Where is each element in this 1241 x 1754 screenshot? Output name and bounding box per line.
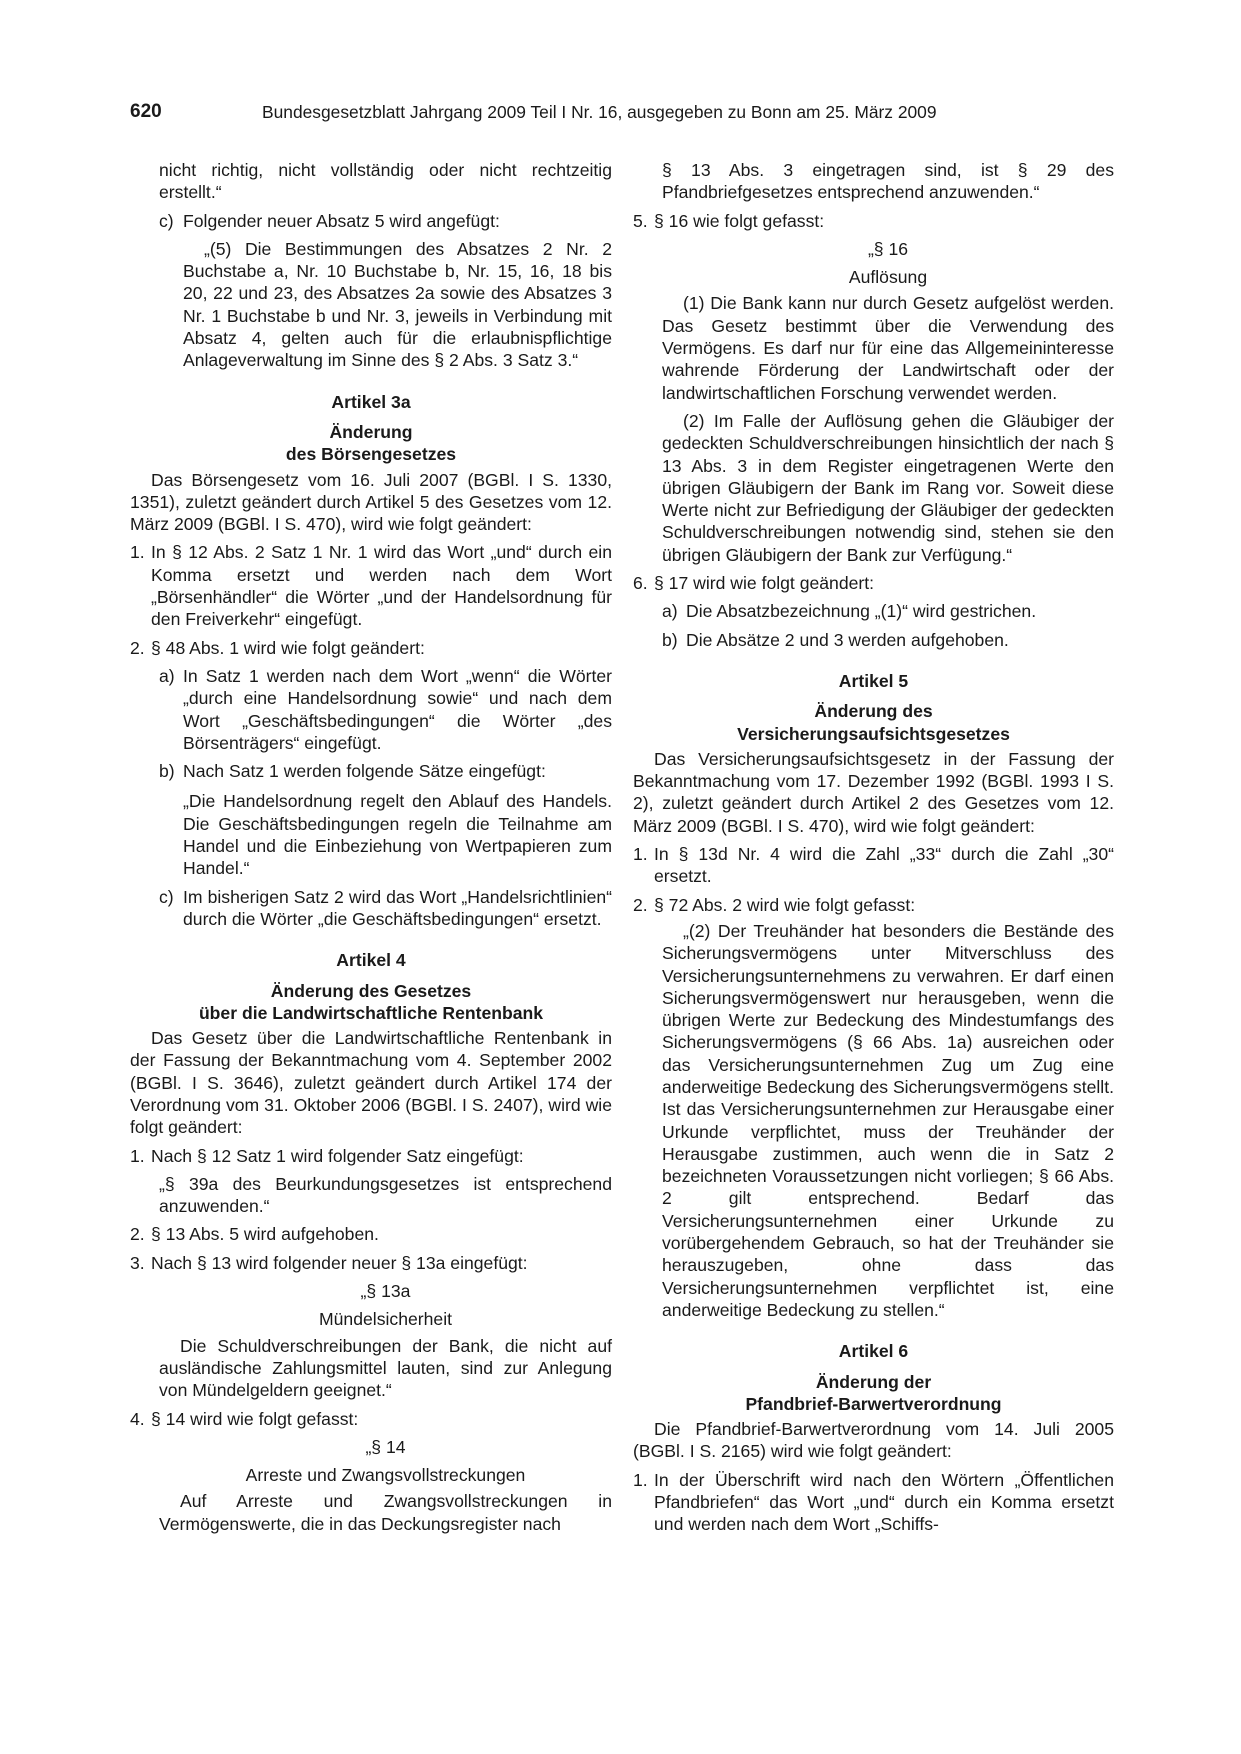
item-text: In § 13d Nr. 4 wird die Zahl „33“ durch die Zahl „30“ ersetzt. bbox=[654, 844, 1114, 887]
item-text: In § 12 Abs. 2 Satz 1 Nr. 1 wird das Wort „und“ durch ein Komma ersetzt und werden nach dem Wort „Börsenhändler“ die Wörter „und der Handelsordnung für den Freiverkehr“ eingefügt. bbox=[151, 542, 612, 630]
article-number: Artikel 5 bbox=[838, 670, 909, 691]
sub-item bbox=[633, 629, 1114, 651]
item-label: b) bbox=[159, 761, 175, 782]
article-number: Artikel 3a bbox=[331, 391, 411, 412]
continued-paragraph: nicht richtig, nicht vollständig oder nicht rechtzeitig erstellt.“ bbox=[159, 160, 612, 203]
sub-item bbox=[130, 886, 612, 931]
sub-item bbox=[130, 760, 612, 782]
quoted-paragraph: „§ 39a des Beurkundungsgesetzes ist entsprechend anzuwenden.“ bbox=[159, 1173, 612, 1217]
item-label: 6. bbox=[633, 573, 648, 594]
list-item bbox=[130, 1408, 612, 1430]
item-label: 1. bbox=[633, 844, 648, 865]
item-label: 2. bbox=[130, 637, 145, 658]
item-text: In der Überschrift wird nach den Wörtern „Öffentlichen Pfandbriefen“ das Wort „und“ durch ein Komma ersetzt und werden nach dem Wort „Schiffs- bbox=[654, 1469, 1114, 1535]
article-number: Artikel 6 bbox=[838, 1341, 909, 1362]
list-item bbox=[633, 1469, 1114, 1536]
item-text: Nach Satz 1 werden folgende Sätze eingefügt: bbox=[183, 761, 546, 782]
article-title-line: Änderung des bbox=[814, 701, 933, 722]
article-title bbox=[633, 700, 1114, 745]
quoted-paragraph: Auf Arreste und Zwangsvollstreckungen in Vermögenswerte, die in das Deckungsregister nach bbox=[159, 1491, 612, 1534]
item-label: c) bbox=[159, 886, 174, 907]
article-title-line: Versicherungsaufsichtsgesetzes bbox=[737, 723, 1010, 744]
sub-item bbox=[633, 600, 1114, 622]
item-label: b) bbox=[662, 629, 678, 650]
continued-paragraph: § 13 Abs. 3 eingetragen sind, ist § 29 des Pfandbriefgesetzes entsprechend anzuwenden.“ bbox=[662, 160, 1114, 203]
article-title bbox=[130, 980, 612, 1025]
item-label: a) bbox=[159, 665, 175, 686]
section-heading: „§ 16 bbox=[867, 238, 909, 259]
list-item bbox=[633, 843, 1114, 888]
item-label: 2. bbox=[130, 1224, 145, 1245]
item-label: a) bbox=[662, 601, 678, 622]
article-title-line: Änderung der bbox=[815, 1371, 932, 1392]
list-item bbox=[633, 572, 1114, 594]
quoted-paragraph: „(5) Die Bestimmungen des Absatzes 2 Nr. 2 Buchstabe a, Nr. 10 Buchstabe b, Nr. 15, 16, 18 bis 20, 22 und 23, des Absatzes 2a sowie des Absatzes 3 Nr. 1 Buchstabe b und Nr. 3, jeweils in Verbindung mit Absatz 4, gelten auch für die erlaubnispflichtige Anlageverwaltung im Sinne des § 2 Abs. 3 Satz 3.“ bbox=[183, 238, 612, 371]
item-text: § 16 wie folgt gefasst: bbox=[654, 210, 825, 231]
article-number: Artikel 4 bbox=[336, 950, 406, 971]
quoted-paragraph: „Die Handelsordnung regelt den Ablauf des Handels. Die Geschäftsbedingungen regeln die Teilnahme am Handel und die Einbeziehung von Wertpapieren zum Handel.“ bbox=[183, 791, 612, 879]
sub-item bbox=[130, 665, 612, 754]
item-label: 5. bbox=[633, 210, 648, 231]
item-label: c) bbox=[159, 210, 174, 231]
section-subheading: Mündelsicherheit bbox=[318, 1309, 452, 1330]
item-label: 1. bbox=[633, 1469, 648, 1490]
article-title bbox=[130, 421, 612, 466]
article-intro: Das Versicherungsaufsichtsgesetz in der Fassung der Bekanntmachung vom 17. Dezember 1992 (BGBl. 1993 I S. 2), zuletzt geändert durch Artikel 2 des Gesetzes vom 12. März 2009 (BGBl. I S. 470), wird wie folgt geändert: bbox=[633, 748, 1114, 836]
item-text: Folgender neuer Absatz 5 wird angefügt: bbox=[183, 210, 500, 231]
item-label: 1. bbox=[130, 1145, 145, 1166]
item-text: Im bisherigen Satz 2 wird das Wort „Handelsrichtlinien“ durch die Wörter „die Geschäftsbedingungen“ ersetzt. bbox=[183, 886, 612, 929]
item-text: § 17 wird wie folgt geändert: bbox=[654, 573, 875, 594]
article-title-line: Änderung des Gesetzes bbox=[270, 980, 472, 1001]
article-title-line: Änderung bbox=[329, 421, 413, 442]
item-text: Die Absätze 2 und 3 werden aufgehoben. bbox=[686, 629, 1009, 650]
article-title bbox=[633, 1371, 1114, 1416]
list-item bbox=[130, 541, 612, 630]
section-subheading: Auflösung bbox=[848, 267, 928, 288]
list-item bbox=[130, 1223, 612, 1245]
article-title-line: Pfandbrief-Barwertverordnung bbox=[745, 1393, 1002, 1414]
item-text: Nach § 12 Satz 1 wird folgender Satz eingefügt: bbox=[151, 1145, 524, 1166]
article-intro: Das Börsengesetz vom 16. Juli 2007 (BGBl. I S. 1330, 1351), zuletzt geändert durch Artikel 5 des Gesetzes vom 12. März 2009 (BGBl. I S. 470), wird wie folgt geändert: bbox=[130, 469, 612, 535]
right-column bbox=[633, 153, 1114, 1536]
item-text: In Satz 1 werden nach dem Wort „wenn“ die Wörter „durch eine Handelsordnung sowie“ und nach dem Wort „Geschäftsbedingungen“ die Wörter „des Börsenträgers“ eingefügt. bbox=[183, 665, 612, 753]
quoted-paragraph: (1) Die Bank kann nur durch Gesetz aufgelöst werden. Das Gesetz bestimmt über die Verwendung des Vermögens. Es darf nur für eine das Allgemeininteresse wahrende Förderung der Landwirtschaft oder der landwirtschaftlichen Forschung verwendet werden. bbox=[662, 293, 1114, 403]
item-text: § 13 Abs. 5 wird aufgehoben. bbox=[151, 1224, 379, 1245]
section-heading: „§ 14 bbox=[365, 1436, 406, 1457]
item-text: Die Absatzbezeichnung „(1)“ wird gestrichen. bbox=[686, 601, 1037, 622]
item-label: 1. bbox=[130, 542, 145, 563]
page-number: 620 bbox=[130, 101, 162, 122]
article-title-line: über die Landwirtschaftliche Rentenbank bbox=[198, 1002, 544, 1023]
article-intro: Das Gesetz über die Landwirtschaftliche Rentenbank in der Fassung der Bekanntmachung vom 4. September 2002 (BGBl. I S. 3646), zuletzt geändert durch Artikel 174 der Verordnung vom 31. Oktober 2006 (BGBl. I S. 2407), wird wie folgt geändert: bbox=[130, 1028, 612, 1138]
list-item bbox=[130, 1252, 612, 1274]
item-text: § 14 wird wie folgt gefasst: bbox=[151, 1408, 359, 1429]
item-text: § 48 Abs. 1 wird wie folgt geändert: bbox=[151, 637, 425, 658]
item-label: 3. bbox=[130, 1252, 145, 1273]
item-text: § 72 Abs. 2 wird wie folgt gefasst: bbox=[654, 894, 916, 915]
section-subheading: Arreste und Zwangsvollstreckungen bbox=[245, 1465, 526, 1486]
article-title-line: des Börsengesetzes bbox=[285, 444, 457, 465]
article-intro: Die Pfandbrief-Barwertverordnung vom 14. Juli 2005 (BGBl. I S. 2165) wird wie folgt geändert: bbox=[633, 1419, 1114, 1462]
quoted-paragraph: Die Schuldverschreibungen der Bank, die nicht auf ausländische Zahlungsmittel lauten, sind zur Anlegung von Mündelgeldern geeignet.“ bbox=[159, 1335, 612, 1401]
left-column bbox=[130, 153, 612, 1535]
item-label: 2. bbox=[633, 894, 648, 915]
item-label: 4. bbox=[130, 1408, 145, 1429]
quoted-paragraph: (2) Im Falle der Auflösung gehen die Gläubiger der gedeckten Schuldverschreibungen hinsichtlich der nach § 13 Abs. 3 in dem Register eingetragenen Werte den übrigen Gläubigern der Bank im Rang vor. Soweit diese Werte nicht zur Befriedigung der Gläubiger der gedeckten Schuldverschreibungen notwendig sind, stehen sie den übrigen Gläubigern der Bank zur Verfügung.“ bbox=[662, 410, 1114, 565]
section-heading: „§ 13a bbox=[360, 1281, 411, 1302]
list-item bbox=[130, 1145, 612, 1167]
list-item bbox=[130, 637, 612, 659]
quoted-paragraph: „(2) Der Treuhänder hat besonders die Bestände des Sicherungsvermögens unter Mitverschluss des Versicherungsunternehmens zu verwahren. Er darf einen Sicherungsvermögenswert nur herausgeben, wenn die übrigen Werte zur Bedeckung des Mindestumfangs des Sicherungsvermögens (§ 66 Abs. 1a) ausreichen oder das Versicherungsunternehmen Zug um Zug eine anderweitige Bedeckung des Sicherungsvermögens stellt. Ist das Versicherungsunternehmen zur Herausgabe einer Urkunde verpflichtet, muss der Treuhänder der Herausgabe zustimmen, auch wenn die in Satz 2 bezeichneten Voraussetzungen nicht vorliegen; § 66 Abs. 2 gilt entsprechend. Bedarf das Versicherungsunternehmen einer Urkunde zu vorübergehendem Gebrauch, so hat der Treuhänder sie herauszugeben, ohne dass das Versicherungsunternehmen verpflichtet ist, eine anderweitige Bedeckung zu stellen.“ bbox=[662, 920, 1114, 1320]
list-item bbox=[130, 210, 612, 232]
list-item bbox=[633, 210, 1114, 232]
page-header bbox=[130, 101, 1110, 131]
running-head: Bundesgesetzblatt Jahrgang 2009 Teil I Nr. 16, ausgegeben zu Bonn am 25. März 2009 bbox=[262, 102, 937, 122]
item-text: Nach § 13 wird folgender neuer § 13a eingefügt: bbox=[151, 1252, 528, 1273]
list-item bbox=[633, 894, 1114, 916]
